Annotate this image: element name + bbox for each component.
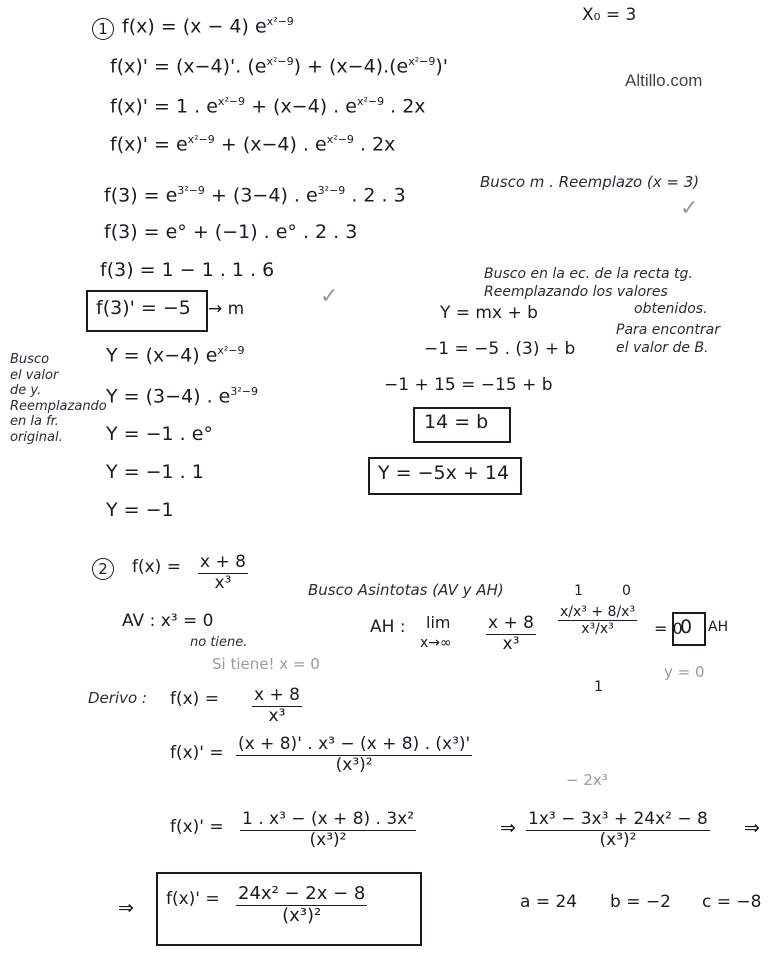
- ah-lim: lim: [426, 613, 451, 632]
- f3-step-3: f(3) = 1 − 1 . 1 . 6: [100, 259, 275, 281]
- ah-lim-sub: x→∞: [420, 635, 452, 651]
- recta-solve: −1 + 15 = −15 + b: [384, 375, 553, 395]
- d3-arrow: ⇒: [744, 817, 760, 839]
- final-label: f(x)' =: [166, 889, 220, 909]
- ah-fraction: $\frac{x + 8}{\text{x³}}$: [488, 613, 534, 654]
- b-result: 14 = b: [424, 411, 489, 433]
- note-asintotas: Busco Asintotas (AV y AH): [308, 581, 504, 599]
- d2-fraction: $\frac{\text{1 . x³ − (x + 8) . 3x²}}{\text{(x³)²}}$: [242, 809, 415, 850]
- coef-c: c = −8: [702, 892, 762, 912]
- watermark: Altillo.com: [625, 71, 703, 90]
- ex1-function: f(x) = (x − 4) $e^{x^2-9}$: [122, 15, 294, 38]
- ex1-step-product-rule: f(x)' = (x−4)'. $(e^{x^2-9}) + (x-4).(e^{x^2-9})'$: [110, 55, 449, 78]
- final-fraction: $\frac{\text{24x² − 2x − 8}}{\text{(x³)²}}$: [238, 883, 366, 926]
- ex1-step-simplified: $f(x)' = e^{x^2-9} + (x-4)$ . $e^{x^2-9}$ . 2x: [110, 133, 396, 156]
- d2-label: f(x)' =: [170, 817, 224, 837]
- ah-result-value: 0: [680, 616, 693, 638]
- d3-fraction: $\frac{\text{1x³ − 3x³ + 24x² − 8}}{\text{(x³)²}}$: [528, 809, 708, 850]
- y-step-3: Y = −1 . e°: [106, 423, 213, 445]
- coef-b: b = −2: [610, 892, 671, 912]
- recta-eq: Y = mx + b: [440, 303, 538, 323]
- d0-label: f(x) =: [170, 689, 219, 709]
- final-arrow: ⇒: [118, 897, 134, 919]
- f3-step-1: $f(3) = e^{3^2-9} + (3-4)$ . $e^{3^2-9}$ . 2 . 3: [104, 184, 406, 207]
- ex2-function-label: f(x) =: [132, 557, 181, 577]
- exercise-2-number: 2: [92, 558, 114, 580]
- ah-top-0: 0: [622, 583, 631, 599]
- note-recta: Busco en la ec. de la recta tg. Reemplazando los valores obtenidos.: [484, 266, 708, 317]
- d2-arrow: ⇒: [500, 817, 516, 839]
- note-busco-m: Busco m . Reemplazo (x = 3): [480, 173, 700, 191]
- d1-fraction: $\frac{\text{(x + 8)' . x³ − (x + 8) . (x³)'}}{\text{(x³)²}}$: [238, 734, 471, 775]
- f3-step-2: f(3) = e° + (−1) . e° . 2 . 3: [104, 221, 358, 243]
- ah-bottom-1: 1: [594, 679, 603, 695]
- note-valor-b: Para encontrar el valor de B.: [616, 322, 721, 356]
- f3-result: f(3)' = −5: [96, 297, 191, 319]
- ah-label: AH :: [370, 617, 406, 637]
- recta-sub: −1 = −5 . (3) + b: [424, 339, 576, 359]
- ah-pencil-note: y = 0: [664, 663, 705, 681]
- ah-tag: AH: [708, 619, 729, 635]
- ah-result-eq: = 0: [654, 619, 683, 638]
- av-pencil-note: Si tiene! x = 0: [212, 655, 320, 673]
- check-mark-icon: ✓: [320, 284, 339, 309]
- f3-arrow-m: → m: [208, 299, 245, 319]
- y-step-4: Y = −1 . 1: [106, 461, 204, 483]
- av-eq: AV : x³ = 0: [122, 611, 214, 631]
- ex2-function-fraction: $\frac{x + 8}{\text{x³}}$: [200, 552, 246, 593]
- ah-divided-fraction: $\frac{\text{x/x³ + 8/x³}}{\text{x³/x³}}$: [560, 604, 636, 638]
- tangent-line-result: Y = −5x + 14: [378, 462, 510, 484]
- y-step-5: Y = −1: [106, 499, 174, 521]
- check-mark-icon: ✓: [680, 196, 699, 221]
- exercise-1-number: 1: [92, 18, 114, 40]
- ex1-step-derivatives: f(x)' = 1 . $e^{x^2-9} + (x-4)$ . $e^{x^2-9}$ . 2x: [110, 95, 426, 118]
- x0-label: X₀ = 3: [582, 5, 637, 25]
- coef-a: a = 24: [520, 892, 578, 912]
- d2-pencil-note: − 2x³: [566, 771, 608, 789]
- d1-label: f(x)' =: [170, 743, 224, 763]
- note-busco-y: Busco el valor de y. Reemplazando en la fr. original.: [10, 352, 107, 445]
- av-note: no tiene.: [190, 635, 248, 650]
- y-step-2: Y = (3−4) . $e^{3^2-9}$: [106, 385, 258, 408]
- ah-top-1: 1: [574, 583, 583, 599]
- d0-fraction: $\frac{x + 8}{\text{x³}}$: [254, 685, 300, 726]
- derivo-label: Derivo :: [88, 689, 147, 707]
- y-step-1: Y = (x−4) $e^{x^2-9}$: [106, 344, 245, 367]
